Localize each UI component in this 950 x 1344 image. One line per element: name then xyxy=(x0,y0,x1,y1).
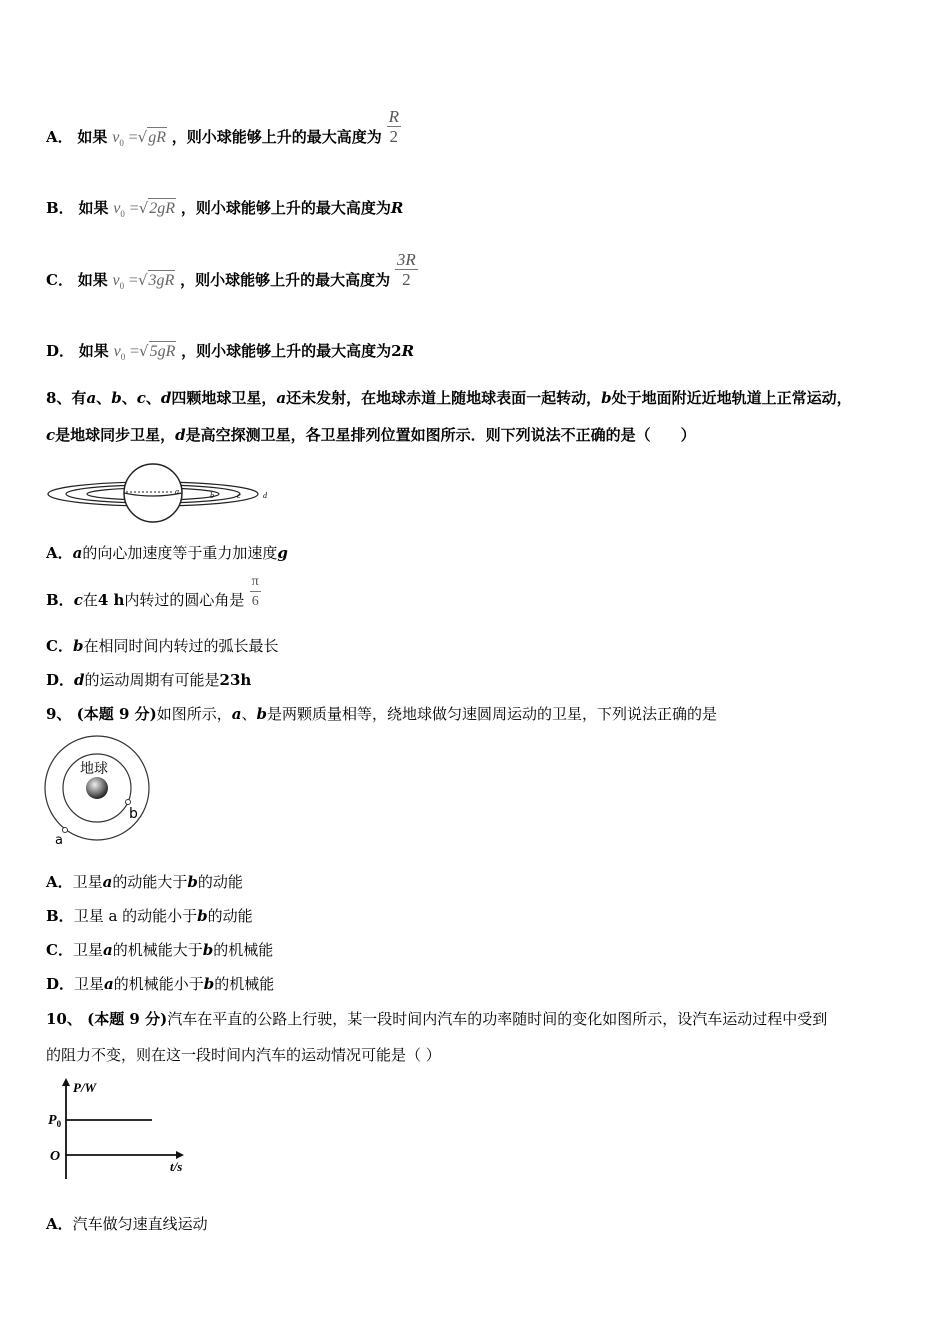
q10-stem-line1 xyxy=(46,1009,827,1029)
fraction-denominator: 6 xyxy=(251,593,259,609)
p0-symbol: P xyxy=(48,1113,57,1128)
var: a xyxy=(104,975,114,993)
var-b: b xyxy=(256,705,268,723)
var-b: b xyxy=(111,389,122,407)
q8-stem-line1 xyxy=(46,388,852,408)
q8-option-c xyxy=(46,636,278,656)
var-d: d xyxy=(175,426,186,444)
label-d: d xyxy=(263,491,267,500)
option-letter: D． xyxy=(46,342,75,360)
var: a xyxy=(102,941,113,959)
q9-option-a xyxy=(46,872,243,892)
option-text: 的动能 xyxy=(197,873,243,891)
option-text: 如果 xyxy=(77,128,108,146)
q7-option-d xyxy=(46,341,414,367)
q7-option-c xyxy=(46,249,418,296)
radicand: gR xyxy=(148,129,166,146)
y-axis-label: P/W xyxy=(73,1080,97,1095)
option-letter: A． xyxy=(46,128,73,146)
option-text: 的机械能小于 xyxy=(113,975,204,993)
var: a xyxy=(102,873,113,891)
time-value: 4 h xyxy=(97,591,125,609)
label-c: c xyxy=(237,491,241,500)
satellite-diagram xyxy=(40,734,160,849)
option-letter: B． xyxy=(46,199,74,217)
x-axis-label: t/s xyxy=(170,1159,183,1174)
earth-sphere xyxy=(86,777,108,799)
p0-label xyxy=(48,1113,62,1129)
stem-text: 如图所示， xyxy=(156,705,232,723)
equals-sign: = xyxy=(129,343,140,360)
radical-sign: √ xyxy=(137,271,148,289)
q9-stem xyxy=(46,704,717,724)
option-letter: C． xyxy=(46,271,73,289)
option-text: 在相同时间内转过的弧长最长 xyxy=(83,637,279,655)
var: b xyxy=(202,941,214,959)
answer-variable: R xyxy=(401,342,415,360)
question-number: 9、 xyxy=(46,705,72,723)
separator: 、 xyxy=(121,389,137,407)
option-text: ，则小球能够上升的最大高度为 xyxy=(181,342,392,360)
velocity-subscript: 0 xyxy=(119,281,125,291)
option-text: 的向心加速度等于重力加速度 xyxy=(82,544,278,562)
velocity-symbol: v xyxy=(113,343,121,360)
x-axis-arrow xyxy=(176,1151,184,1159)
label-a: a xyxy=(55,833,63,848)
fraction-numerator: R xyxy=(388,106,399,126)
q8-option-b xyxy=(46,573,261,611)
option-text: 的动能大于 xyxy=(112,873,188,891)
label-a: a xyxy=(175,487,179,496)
var-a: a xyxy=(86,389,97,407)
velocity-symbol: v xyxy=(112,129,120,146)
option-text: ，则小球能够上升的最大高度为 xyxy=(171,128,382,146)
stem-text: 汽车在平直的公路上行驶，某一段时间内汽车的功率随时间的变化如图所示，设汽车运动过程中受到 xyxy=(167,1010,828,1028)
q9-option-c xyxy=(46,940,273,960)
option-text: 在 xyxy=(82,591,98,609)
fraction-numerator: 3R xyxy=(396,249,416,269)
radical-sign: √ xyxy=(137,128,148,146)
q10-option-a xyxy=(46,1214,208,1234)
var-c: c xyxy=(136,389,146,407)
var: b xyxy=(187,873,198,891)
option-letter: A． xyxy=(46,544,73,562)
option-text: 的动能 xyxy=(207,907,253,925)
velocity-symbol: v xyxy=(112,272,120,289)
option-text: 的运动周期有可能是 xyxy=(84,671,220,689)
option-letter: D． xyxy=(46,671,75,689)
radical-sign: √ xyxy=(139,342,149,360)
question-number: 10、 xyxy=(46,1010,82,1028)
option-text: 的机械能 xyxy=(213,941,274,959)
option-letter: A． xyxy=(46,1215,73,1233)
radicand: 3gR xyxy=(148,272,175,289)
var: b xyxy=(197,907,208,925)
option-text: ，则小球能够上升的最大高度为 xyxy=(180,199,391,217)
separator: 、 xyxy=(241,705,257,723)
score: (本题 9 分) xyxy=(76,705,157,723)
origin-label: O xyxy=(50,1149,61,1164)
label-b: b xyxy=(129,806,138,822)
equals-sign: = xyxy=(129,200,139,217)
option-text: 如果 xyxy=(78,342,109,360)
earth-circle xyxy=(124,464,182,522)
answer-value: R xyxy=(390,199,404,217)
fraction-numerator: π xyxy=(250,572,261,592)
var-g: g xyxy=(277,544,288,562)
radicand: 5gR xyxy=(149,343,176,360)
score: (本题 9 分) xyxy=(87,1010,168,1028)
fraction xyxy=(250,572,261,611)
option-letter: B． xyxy=(46,591,74,609)
var-a: a xyxy=(231,705,242,723)
equals-sign: = xyxy=(128,272,138,289)
separator: 、 xyxy=(96,389,112,407)
var: d xyxy=(74,671,85,689)
q9-option-d xyxy=(46,974,274,994)
orbit-diagram xyxy=(46,458,276,528)
option-letter: C． xyxy=(46,637,73,655)
stem-text: 的阻力不变，则在这一段时间内汽车的运动情况可能是（ ） xyxy=(46,1046,441,1064)
option-text: 如果 xyxy=(78,199,109,217)
q8-stem-line2 xyxy=(46,425,696,445)
period-value: 23h xyxy=(219,671,252,689)
option-text: 卫星 xyxy=(72,873,103,891)
velocity-subscript: 0 xyxy=(120,352,126,362)
option-text: 汽车做匀速直线运动 xyxy=(72,1215,208,1233)
stem-text: 四颗地球卫星， xyxy=(171,389,277,407)
var: a xyxy=(72,544,83,562)
option-text: 的机械能 xyxy=(214,975,275,993)
var-d: d xyxy=(160,389,172,407)
q7-option-a xyxy=(46,106,401,153)
var: c xyxy=(73,591,83,609)
option-text: 卫星 xyxy=(74,975,105,993)
q8-option-a xyxy=(46,543,288,563)
velocity-symbol: v xyxy=(113,200,121,217)
question-number: 8、有 xyxy=(46,389,87,407)
label-b: b xyxy=(210,491,214,500)
radicand: 2gR xyxy=(149,200,176,217)
var: b xyxy=(72,637,84,655)
satellite-a xyxy=(63,828,68,833)
option-text: ，则小球能够上升的最大高度为 xyxy=(180,271,391,289)
option-letter: D． xyxy=(46,975,75,993)
var-b: b xyxy=(601,389,612,407)
stem-text: 是高空探测卫星，各卫星排列位置如图所示．则下列说法不正确的是（ ） xyxy=(185,426,696,444)
power-time-graph xyxy=(44,1076,204,1182)
stem-text: 是地球同步卫星， xyxy=(55,426,176,444)
var-c: c xyxy=(46,426,56,444)
option-text: 内转过的圆心角是 xyxy=(124,591,245,609)
answer-number: 2 xyxy=(391,342,402,360)
var: b xyxy=(203,975,215,993)
equals-sign: = xyxy=(128,129,138,146)
stem-text: 是两颗质量相等，绕地球做匀速圆周运动的卫星，下列说法正确的是 xyxy=(267,705,718,723)
earth-label: 地球 xyxy=(80,761,108,777)
var-a: a xyxy=(276,389,287,407)
y-axis-arrow xyxy=(62,1078,70,1086)
velocity-subscript: 0 xyxy=(120,209,125,219)
p0-subscript: 0 xyxy=(56,1119,62,1129)
option-letter: B． xyxy=(46,907,74,925)
option-text: 如果 xyxy=(77,271,108,289)
option-text: 卫星 xyxy=(72,941,103,959)
fraction xyxy=(395,250,418,289)
option-text: 的机械能大于 xyxy=(112,941,203,959)
stem-text: 处于地面附近近地轨道上正常运动， xyxy=(611,389,852,407)
option-letter: C． xyxy=(46,941,73,959)
q9-option-b xyxy=(46,906,253,926)
fraction-denominator: 2 xyxy=(389,126,398,146)
q7-option-b xyxy=(46,198,403,224)
option-letter: A． xyxy=(46,873,73,891)
velocity-subscript: 0 xyxy=(119,138,124,148)
radical-sign: √ xyxy=(138,199,149,217)
satellite-b xyxy=(126,800,131,805)
option-text: 卫星 a 的动能小于 xyxy=(73,907,198,925)
stem-text: 还未发射，在地球赤道上随地球表面一起转动， xyxy=(286,389,602,407)
q8-option-d xyxy=(46,670,251,690)
fraction xyxy=(387,107,401,146)
q10-stem-line2 xyxy=(46,1045,441,1065)
separator: 、 xyxy=(145,389,161,407)
fraction-denominator: 2 xyxy=(402,269,411,289)
